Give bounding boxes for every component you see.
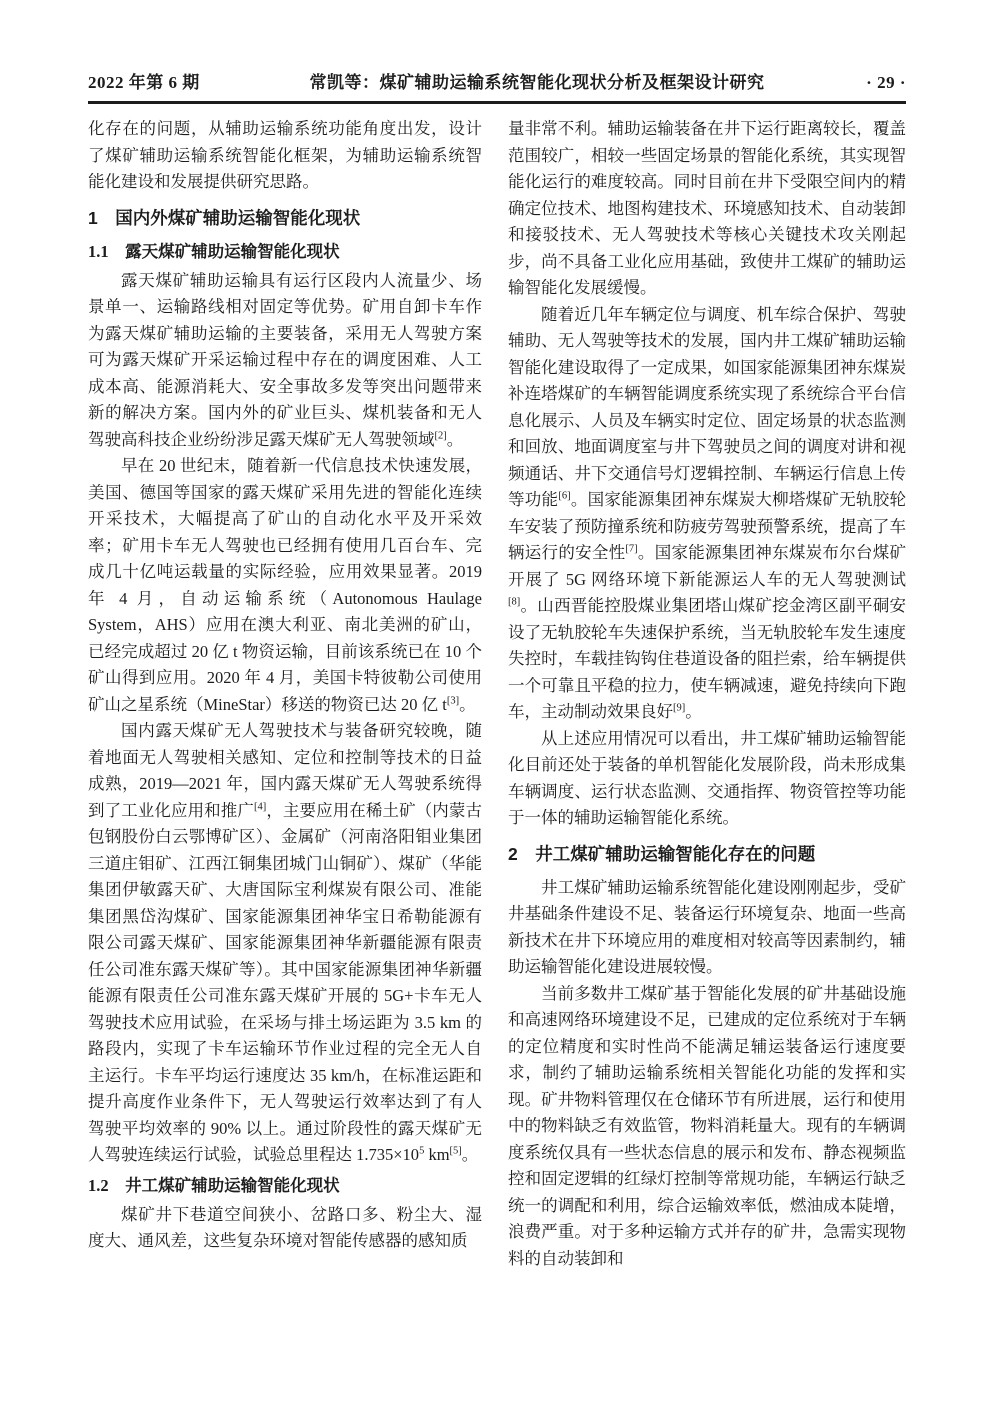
citation-superscript: [3] — [446, 695, 460, 706]
citation-superscript: [8] — [508, 596, 521, 608]
citation-superscript: [4] — [253, 801, 267, 812]
paragraph: 量非常不利。辅助运输装备在井下运行距离较长，覆盖范围较广，相较一些固定场景的智能化系统，其实现智能化运行的难度较高。同时目前在井下受限空间内的精确定位技术、地图构建技术、环境感知技术、自动装卸和接驳技术、无人驾驶技术等核心关键技术攻关刚起步，尚不具备工业化应用基础，致使井工煤矿的辅助运输智能化发展缓慢。 — [508, 119, 906, 297]
paragraph: 早在 20 世纪末，随着新一代信息技术快速发展，美国、德国等国家的露天煤矿采用先进的智能化连续开采技术，大幅提高了矿山的自动化水平及开采效率；矿用卡车无人驾驶也已经拥有使用几百台车、完成几十亿吨运载量的实际经验，应用效果显著。2019 年 4 月，自动运输系统（Autonomous Haulage System，AHS）应用在澳大利亚、南北美洲的矿山，已经完成超过 20 亿 t 物资运输，目前该系统已在 10 个矿山得到应用。2020 年 4 月，美国卡特彼勒公司使用矿山之星系统（MineStar）移送的物资已达 20 亿 t[3]。 — [88, 456, 482, 714]
citation-superscript: [2] — [434, 430, 447, 441]
section-heading: 2 井工煤矿辅助运输智能化存在的问题 — [508, 843, 816, 864]
paragraph: 井工煤矿辅助运输系统智能化建设刚刚起步，受矿井基础条件建设不足、装备运行环境复杂、地面一些高新技术在井下环境应用的难度相对较高等因素制约，辅助运输智能化建设进展较慢。 — [508, 877, 906, 976]
column-left — [88, 116, 482, 1255]
citation-superscript: [6] — [558, 490, 571, 502]
paragraph: 化存在的问题，从辅助运输系统功能角度出发，设计了煤矿辅助运输系统智能化框架，为辅助运输系统智能化建设和发展提供研究思路。 — [88, 119, 482, 191]
paragraph: 从上述应用情况可以看出，井工煤矿辅助运输智能化目前还处于装备的单机智能化发展阶段，尚未形成集车辆调度、运行状态监测、交通指挥、物资管控等功能于一体的辅助运输智能化系统。 — [508, 728, 906, 827]
paragraph: 煤矿井下巷道空间狭小、岔路口多、粉尘大、湿度大、通风差，这些复杂环境对智能传感器的感知质 — [88, 1204, 482, 1250]
citation-superscript: [5] — [449, 1145, 462, 1157]
subsection-heading: 1.2 井工煤矿辅助运输智能化现状 — [88, 1175, 340, 1195]
citation-superscript: [7] — [625, 543, 638, 555]
running-title: 常凯等：煤矿辅助运输系统智能化现状分析及框架设计研究 — [309, 73, 765, 92]
section-heading: 1 国内外煤矿辅助运输智能化现状 — [88, 207, 361, 228]
journal-issue: 2022 年第 6 期 — [88, 73, 200, 92]
citation-superscript: 5 — [419, 1145, 425, 1157]
paragraph: 露天煤矿辅助运输具有运行区段内人流量少、场景单一、运输路线相对固定等优势。矿用自卸卡车作为露天煤矿辅助运输的主要装备，采用无人驾驶方案可为露天煤矿开采运输过程中存在的调度困难、人工成本高、能源消耗大、安全事故多发等突出问题带来新的解决方案。国内外的矿业巨头、煤机装备和无人驾驶高科技企业纷纷涉足露天煤矿无人驾驶领域[2]。 — [88, 270, 482, 449]
citation-superscript: [9] — [673, 702, 686, 714]
paragraph: 当前多数井工煤矿基于智能化发展的矿井基础设施和高速网络环境建设不足，已建成的定位系统对于车辆的定位精度和实时性尚不能满足辅运装备运行速度要求，制约了辅助运输系统相关智能化功能的发挥和实现。矿井物料管理仅在仓储环节有所进展，运行和使用中的物料缺乏有效监管，物料消耗量大。现有的车辆调度系统仅具有一些状态信息的展示和发布、静态视频监控和固定逻辑的红绿灯控制等常规功能，车辆运行缺乏统一的调配和利用，综合运输效率低，燃油成本陡增，浪费严重。对于多种运输方式并存的矿井，急需实现物料的自动装卸和 — [508, 983, 906, 1268]
column-right — [508, 116, 906, 1272]
page-header — [88, 68, 906, 93]
subsection-heading: 1.1 露天煤矿辅助运输智能化现状 — [88, 241, 340, 261]
paragraph: 国内露天煤矿无人驾驶技术与装备研究较晚，随着地面无人驾驶相关感知、定位和控制等技术的日益成熟，2019—2021 年，国内露天煤矿无人驾驶系统得到了工业化应用和推广[4]，主要应用在稀土矿（内蒙古包钢股份白云鄂博矿区）、金属矿（河南洛阳钼业集团三道庄钼矿、江西江铜集团城门山铜矿）、煤矿（华能集团伊敏露天矿、大唐国际宝利煤炭有限公司、准能集团黑岱沟煤矿、国家能源集团神华宝日希勒能源有限公司露天煤矿、国家能源集团神华新疆能源有限责任公司准东露天煤矿等）。其中国家能源集团神华新疆能源有限责任公司准东露天煤矿开展的 5G+卡车无人驾驶技术应用试验，在采场与排土场运距为 3.5 km 的路段内，实现了卡车运输环节作业过程的完全无人自主运行。卡车平均运行速度达 35 km/h，在标准运距和提升高度作业条件下，无人驾驶运行效率达到了有人驾驶平均效率的 90% 以上。通过阶段性的露天煤矿无人驾驶连续运行试验，试验总里程达 $1.735\times 10^5$ km[5]。 — [88, 721, 483, 1164]
page-number: · 29 · — [866, 73, 906, 92]
paragraph: 随着近几年车辆定位与调度、机车综合保护、驾驶辅助、无人驾驶等技术的发展，国内井工煤矿辅助运输智能化建设取得了一定成果，如国家能源集团神东煤炭补连塔煤矿的车辆智能调度系统实现了系统综合平台信息化展示、人员及车辆实时定位、固定场景的状态监测和回放、地面调度室与井下驾驶员之间的调度对讲和视频通话、井下交通信号灯逻辑控制、车辆运行信息上传等功能[6]。国家能源集团神东煤炭大柳塔煤矿无轨胶轮车安装了预防撞系统和防疲劳驾驶预警系统，提高了车辆运行的安全性[7]。国家能源集团神东煤炭布尔台煤矿开展了 5G 网络环境下新能源运人车的无人驾驶测试[8]。山西晋能控股煤业集团塔山煤矿挖金湾区副平硐安设了无轨胶轮车失速保护系统，当无轨胶轮车发生速度失控时，车载挂钩钩住巷道设备的阻拦索，给车辆提供一个可靠且平稳的拉力，使车辆减速，避免持续向下跑车，主动制动效果良好[9]。 — [508, 304, 907, 721]
header-rule — [88, 101, 906, 104]
